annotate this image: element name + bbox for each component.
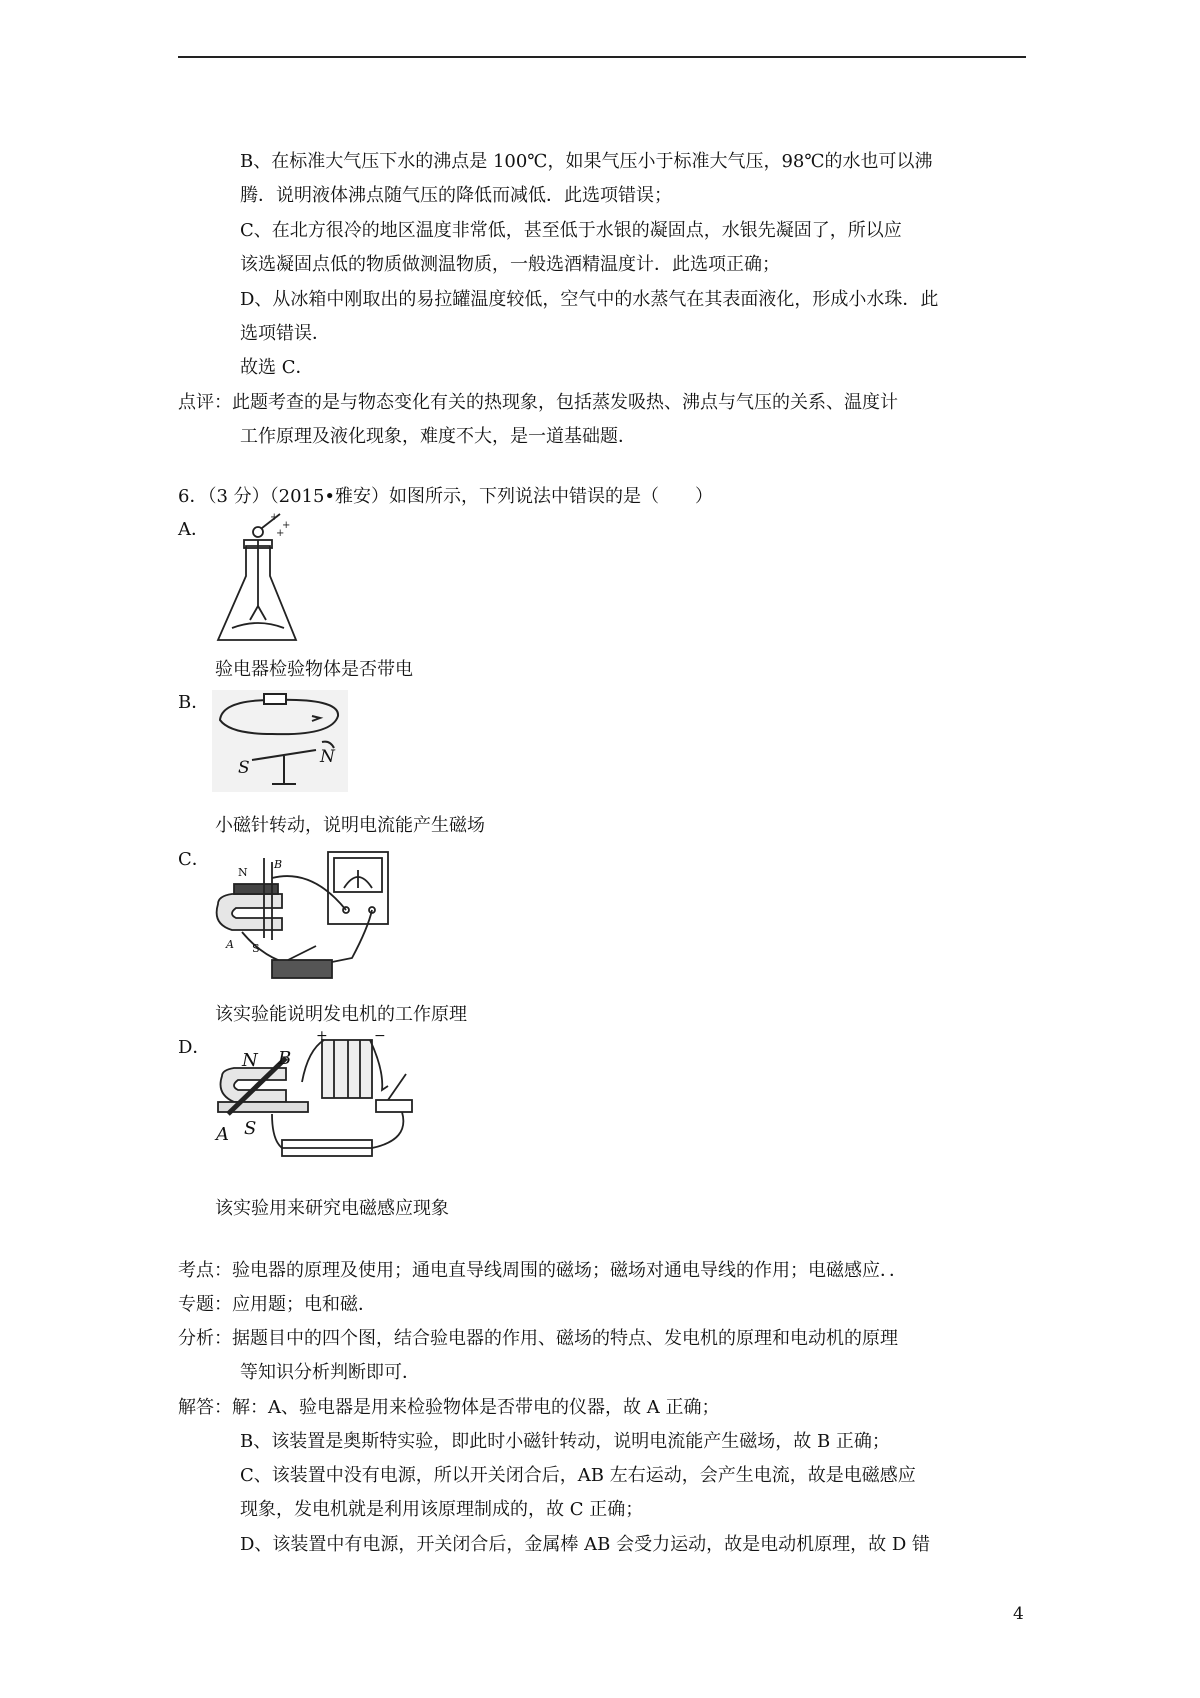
jieda-line: B、该装置是奥斯特实验，即此时小磁针转动，说明电流能产生磁场，故 B 正确； bbox=[240, 1431, 890, 1452]
option-b-label: B． bbox=[178, 692, 210, 713]
electroscope-figure bbox=[212, 510, 304, 648]
jieda-line: 现象，发电机就是利用该原理制成的，故 C 正确； bbox=[240, 1499, 644, 1520]
caption-d: 该实验用来研究电磁感应现象 bbox=[215, 1198, 449, 1219]
south-pole-label: S bbox=[238, 758, 250, 778]
caption-b: 小磁针转动，说明电流能产生磁场 bbox=[215, 815, 485, 836]
zhuanti-line: 专题：应用题；电和磁． bbox=[178, 1294, 376, 1315]
caption-c: 该实验能说明发电机的工作原理 bbox=[215, 1004, 467, 1025]
text-line: 选项错误． bbox=[240, 323, 330, 344]
question-6: 6．（3 分）（2015•雅安）如图所示，下列说法中错误的是（ ） bbox=[178, 486, 714, 507]
jieda-line: C、该装置中没有电源，所以开关闭合后，AB 左右运动，会产生电流，故是电磁感应 bbox=[240, 1465, 916, 1486]
south-pole-label: S bbox=[252, 942, 260, 955]
motor-experiment-figure bbox=[212, 1030, 420, 1170]
text-line: 工作原理及液化现象，难度不大，是一道基础题． bbox=[240, 426, 636, 447]
north-pole-label: N bbox=[238, 866, 248, 879]
rod-end-a-label: A bbox=[226, 938, 234, 951]
positive-terminal-label: + bbox=[316, 1030, 328, 1044]
negative-terminal-label: − bbox=[374, 1030, 386, 1044]
rod-end-a-label: A bbox=[216, 1124, 229, 1145]
caption-a: 验电器检验物体是否带电 bbox=[215, 659, 413, 680]
option-d-label: D． bbox=[178, 1037, 211, 1058]
rod-end-b-label: B bbox=[278, 1048, 292, 1069]
north-pole-label: N bbox=[242, 1050, 258, 1071]
text-line: 腾．说明液体沸点随气压的降低而减低．此选项错误； bbox=[240, 185, 672, 206]
rod-end-b-label: B bbox=[274, 858, 283, 871]
text-line: 故选 C． bbox=[240, 357, 314, 378]
generator-experiment-figure bbox=[212, 848, 392, 986]
fenxi-line: 分析：据题目中的四个图，结合验电器的作用、磁场的特点、发电机的原理和电动机的原理 bbox=[178, 1328, 898, 1349]
page-number: 4 bbox=[1013, 1604, 1024, 1624]
option-c-label: C． bbox=[178, 849, 210, 870]
north-pole-label: N bbox=[320, 747, 335, 767]
text-line: 该选凝固点低的物质做测温物质，一般选酒精温度计．此选项正确； bbox=[240, 254, 780, 275]
text-line: B、在标准大气压下水的沸点是 100℃，如果气压小于标准大气压，98℃的水也可以沸 bbox=[240, 151, 933, 172]
text-line: C、在北方很冷的地区温度非常低，甚至低于水银的凝固点，水银先凝固了，所以应 bbox=[240, 220, 902, 241]
jieda-line: D、该装置中有电源，开关闭合后，金属棒 AB 会受力运动，故是电动机原理，故 D 错 bbox=[240, 1534, 930, 1555]
kaodian-line: 考点：验电器的原理及使用；通电直导线周围的磁场；磁场对通电导线的作用；电磁感应．． bbox=[178, 1260, 907, 1281]
fenxi-line-cont: 等知识分析判断即可． bbox=[240, 1362, 420, 1383]
oersted-experiment-figure bbox=[212, 690, 348, 792]
comment-label-line: 点评：此题考查的是与物态变化有关的热现象，包括蒸发吸热、沸点与气压的关系、温度计 bbox=[178, 392, 898, 413]
svg-text:+: + bbox=[282, 520, 291, 531]
svg-text:+: + bbox=[270, 512, 279, 523]
south-pole-label: S bbox=[244, 1118, 257, 1139]
header-rule bbox=[178, 56, 1026, 58]
svg-text:+: + bbox=[276, 528, 285, 539]
jieda-line: 解答：解：A、验电器是用来检验物体是否带电的仪器，故 A 正确； bbox=[178, 1397, 720, 1418]
option-a-label: A． bbox=[178, 519, 209, 540]
text-line: D、从冰箱中刚取出的易拉罐温度较低，空气中的水蒸气在其表面液化，形成小水珠．此 bbox=[240, 289, 939, 310]
